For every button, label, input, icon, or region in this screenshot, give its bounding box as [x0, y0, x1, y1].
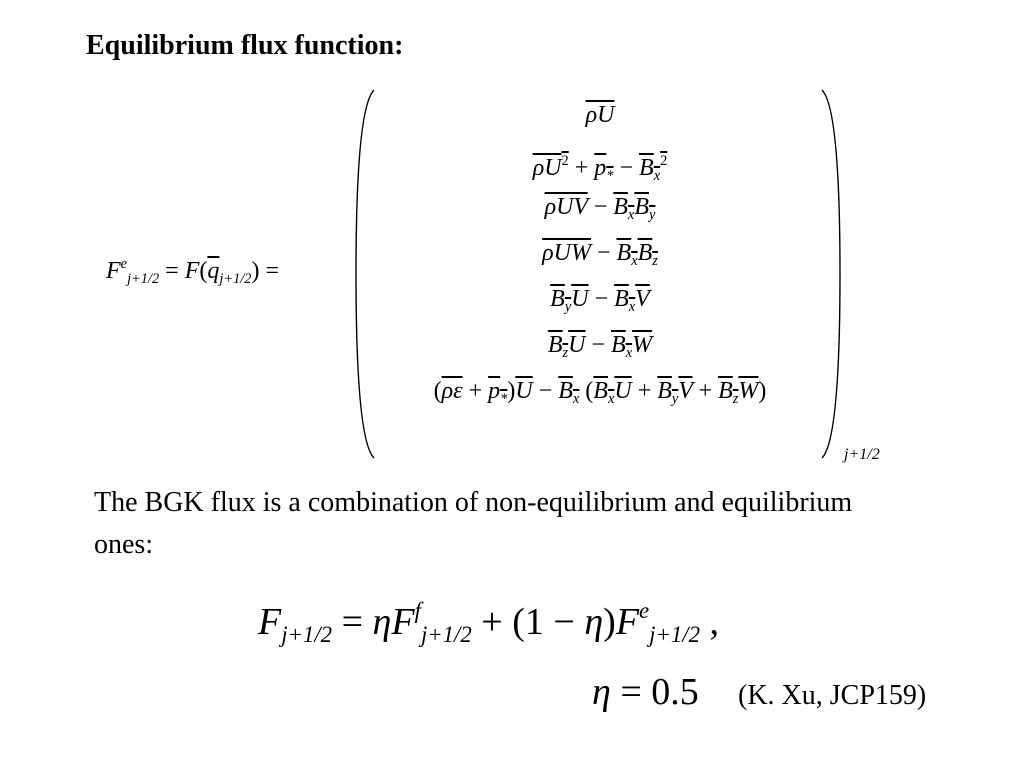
flux-lhs-expression: $F^e_{j+1/2} = F(\overline{q}_{j+1/2})$ =: [106, 256, 280, 288]
vector-row-mass: $\overline{\rho U}$: [585, 102, 615, 128]
vector-row-energy: $(\overline{\rho\varepsilon} + p_*)\overline{U} - B_x$ $(B_xU + B_yV + B_zW)$: [433, 378, 767, 408]
right-paren: [818, 88, 844, 460]
vector-row-y-momentum: $\overline{\rho UV} - B_xB_y$: [544, 194, 656, 224]
vector-row-z-momentum: $\overline{\rho UW} - B_xB_z$: [542, 240, 658, 270]
bgk-paragraph: The BGK flux is a combination of non-equilibrium and equilibrium ones:: [94, 487, 853, 560]
slide-title: Equilibrium flux function:: [86, 30, 404, 61]
vector-row-x-momentum: $\rho U^2 + p_* - B_x^2$: [532, 153, 668, 185]
vector-row-by: $B_yU - B_xV$: [550, 286, 650, 316]
eta-value: η = 0.5: [592, 671, 699, 713]
vector-subscript: j+1/2: [844, 446, 880, 463]
bgk-flux-equation: $F_{j+1/2} = \eta F^f_{j+1/2} + (1 - \eta)F^e_{j+1/2}$ ,: [258, 598, 720, 647]
citation: (K. Xu, JCP159): [738, 680, 927, 711]
vector-row-bz: $B_zU - B_xW$: [547, 332, 653, 362]
flux-vector: [370, 92, 830, 414]
